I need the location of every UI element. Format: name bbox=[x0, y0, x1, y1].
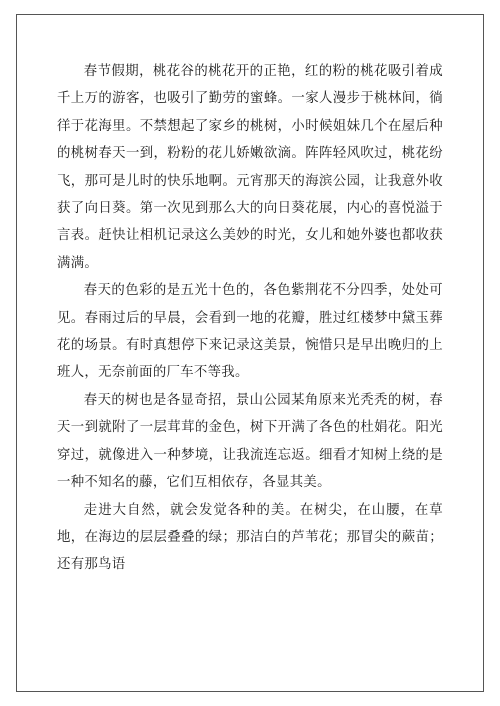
paragraph-4: 走进大自然，就会发觉各种的美。在树尖，在山腰，在草地，在海边的层层叠叠的绿；那洁白的芦苇花；那冒尖的蕨苗；还有那鸟语 bbox=[57, 502, 443, 573]
paragraph-1: 春节假期，桃花谷的桃花开的正艳，红的粉的桃花吸引着成千上万的游客，也吸引了勤劳的蜜蜂。一家人漫步于桃林间，徜徉于花海里。不禁想起了家乡的桃树，小时候姐妹几个在屋后种的桃树春天一到，粉粉的花儿娇嫩欲滴。阵阵轻风吹过，桃花纷飞，那可是儿时的快乐地啊。元宵那天的海滨公园，让我意外收获了向日葵。第一次见到那么大的向日葵花展，内心的喜悦溢于言表。赶快让相机记录这么美妙的时光，女儿和她外婆也都收获满满。 bbox=[57, 64, 443, 271]
document-body bbox=[57, 58, 443, 579]
paragraph-2: 春天的色彩的是五光十色的，各色紫荆花不分四季，处处可见。春雨过后的早晨，会看到一地的花瓣，胜过红楼梦中黛玉葬花的场景。有时真想停下来记录这美景，惋惜只是早出晚归的上班人，无奈前面的厂车不等我。 bbox=[57, 283, 443, 381]
paragraph-3: 春天的树也是各显奇招，景山公园某角原来光秃秃的树，春天一到就附了一层茸茸的金色，树下开满了各色的杜娟花。阳光穿过，就像进入一种梦境，让我流连忘返。细看才知树上绕的是一种不知名的藤，它们互相依存，各显其美。 bbox=[57, 392, 443, 491]
